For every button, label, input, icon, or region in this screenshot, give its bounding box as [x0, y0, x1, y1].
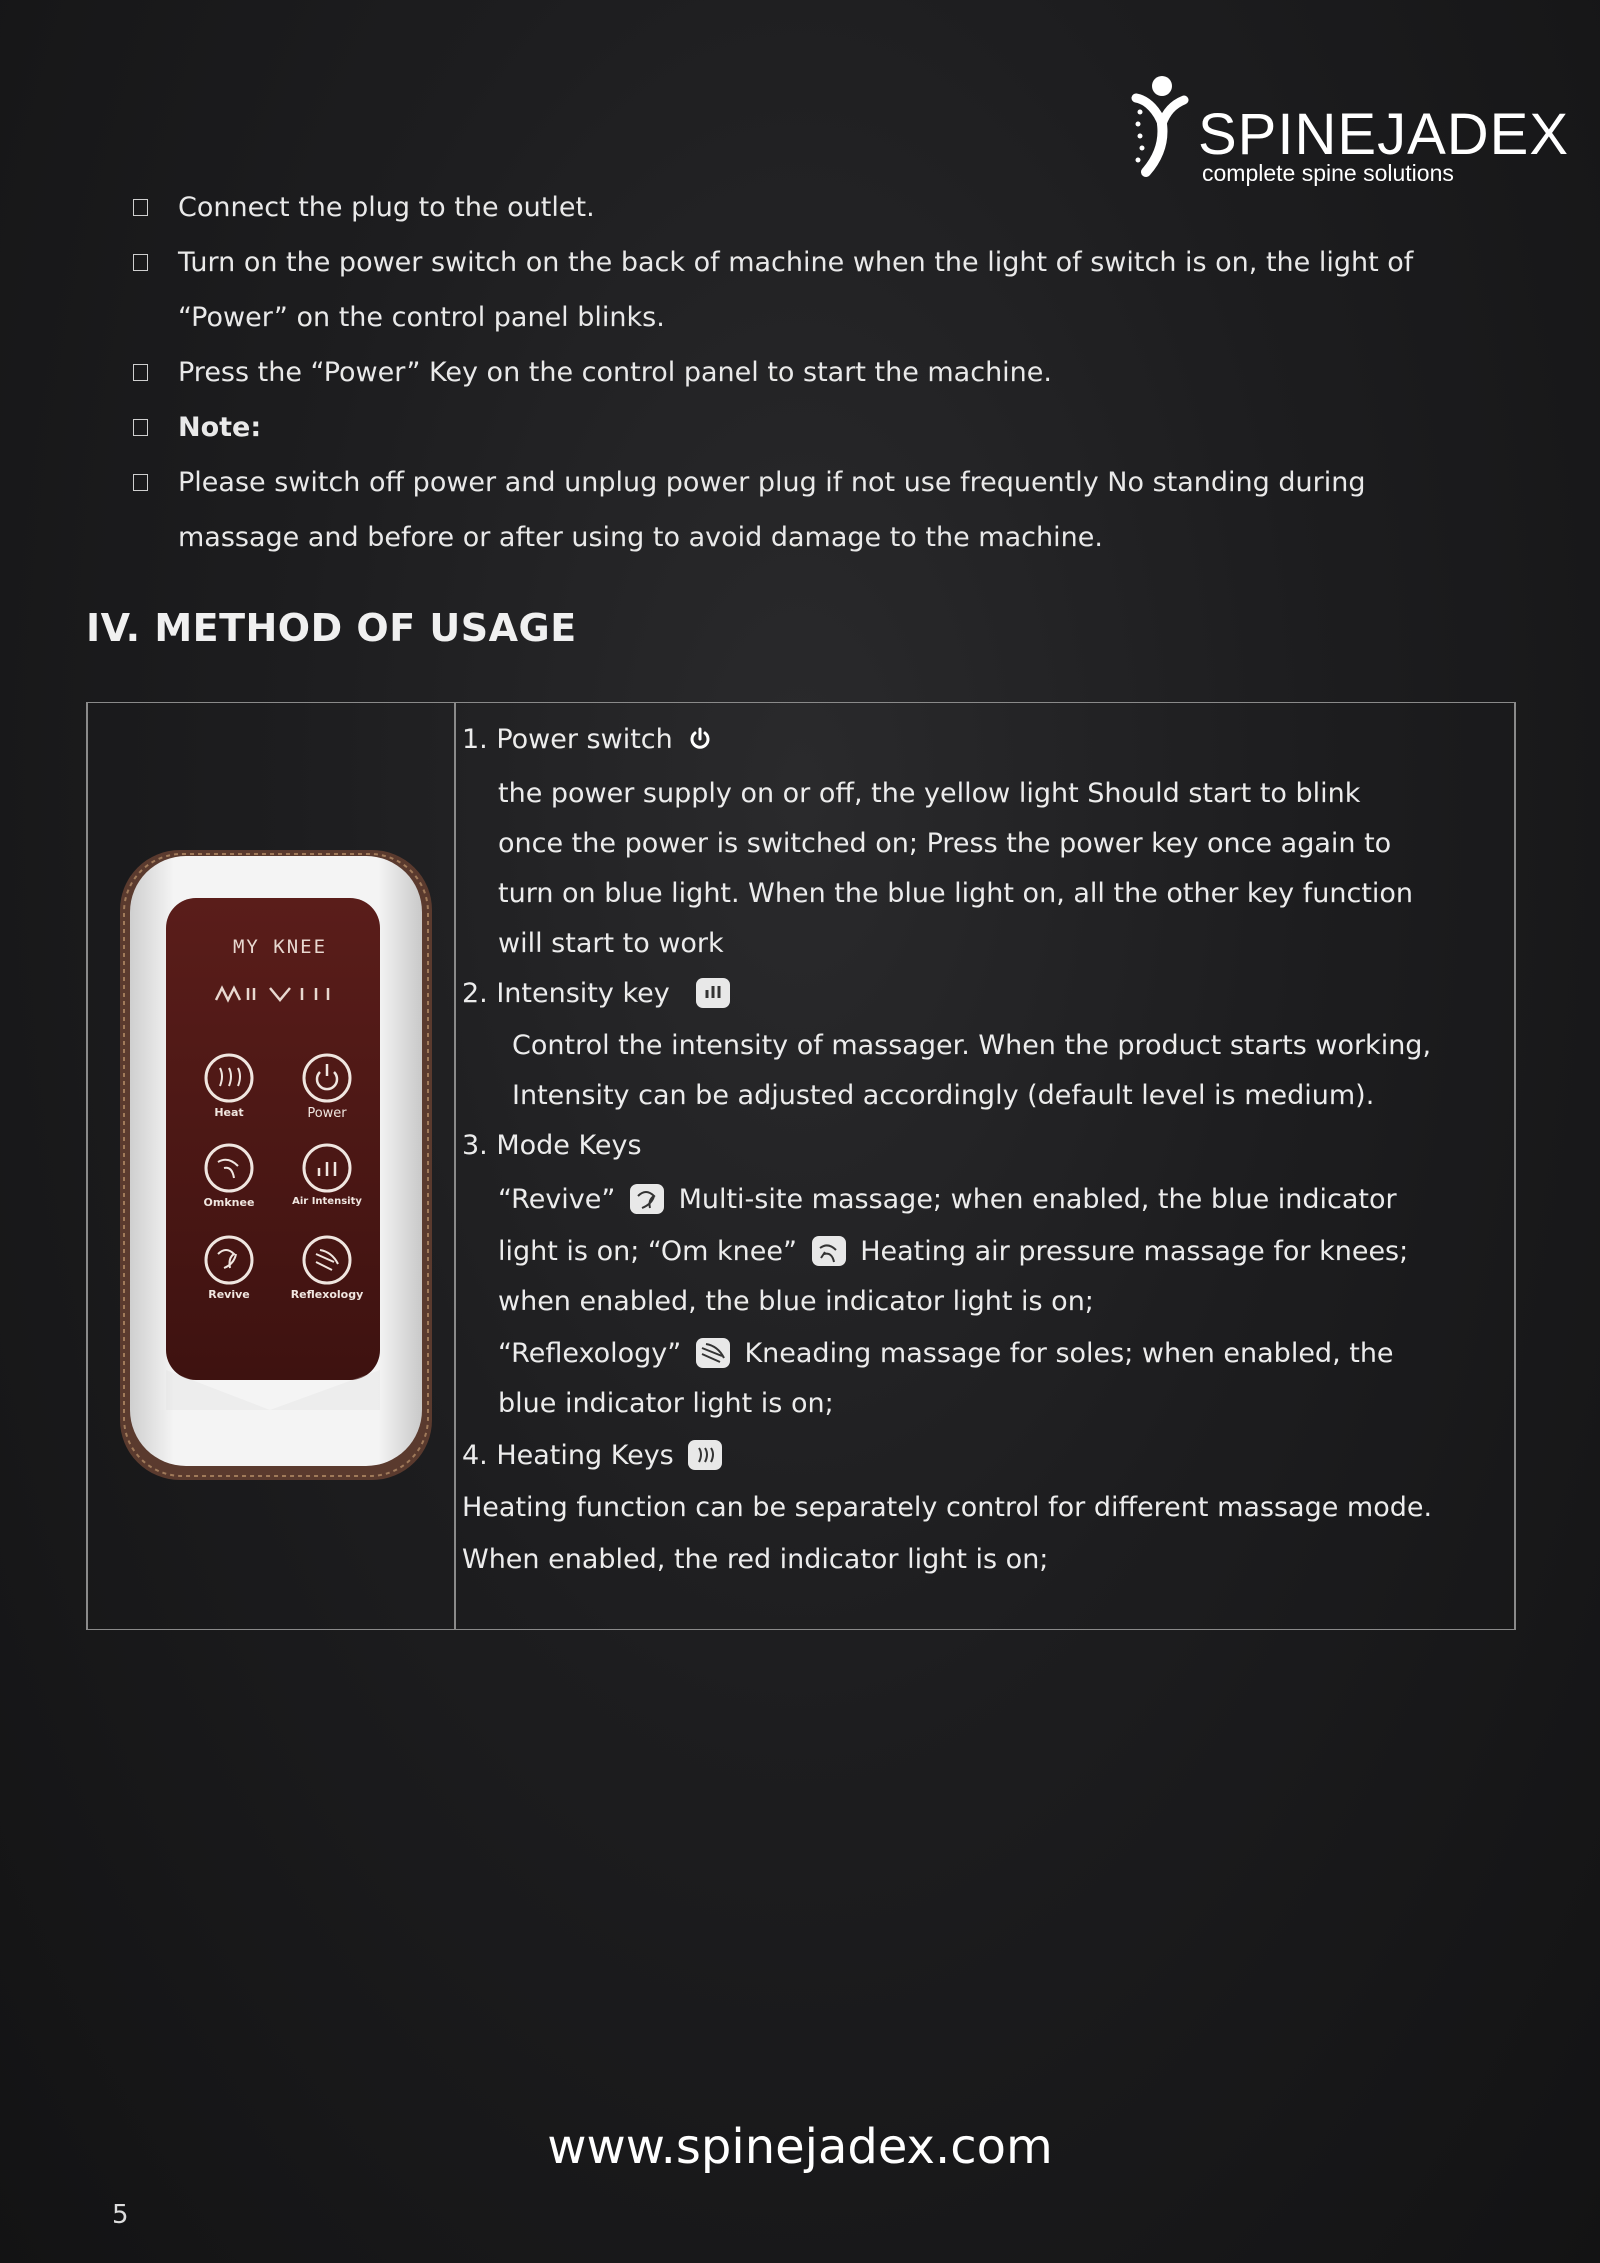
- revive-description: Multi-site massage; when enabled, the blue indicator: [678, 1184, 1397, 1215]
- remote-label-omknee: Omknee: [203, 1196, 255, 1209]
- setup-instructions: [130, 180, 1490, 565]
- brand-tagline: complete spine solutions: [1202, 160, 1454, 186]
- intensity-text-line: Control the intensity of massager. When the product starts working,: [512, 1030, 1432, 1061]
- bullet-text: massage and before or after using to avoid damage to the machine.: [178, 522, 1103, 553]
- power-text-line: once the power is switched on; Press the power key once again to: [498, 828, 1392, 859]
- bullet-box-icon: [133, 474, 148, 491]
- section-heading: IV. METHOD OF USAGE: [86, 606, 577, 650]
- omknee-label: light is on; “Om knee”: [498, 1236, 798, 1267]
- revive-label: “Revive”: [498, 1184, 616, 1215]
- bullet-box-icon: [133, 254, 148, 271]
- heat-icon: [688, 1440, 722, 1470]
- bullet-box-icon: [133, 199, 148, 216]
- power-text-line: will start to work: [498, 928, 724, 959]
- heating-keys-heading: [462, 1438, 728, 1474]
- brand-name: [1198, 102, 1570, 167]
- bullet-box-icon: [133, 419, 148, 436]
- remote-label-heat: Heat: [214, 1106, 244, 1119]
- power-icon: [687, 726, 713, 752]
- power-switch-title: 1. Power switch: [462, 724, 673, 755]
- power-text-line: turn on blue light. When the blue light on, all the other key function: [498, 878, 1414, 909]
- bullet-item: [130, 180, 1490, 235]
- table-border-right: [1514, 703, 1516, 1629]
- omknee-description: Heating air pressure massage for knees;: [860, 1236, 1409, 1267]
- note-label: Note:: [178, 412, 262, 443]
- intensity-text-line: Intensity can be adjusted accordingly (default level is medium).: [512, 1080, 1375, 1111]
- mode-keys-title: 3. Mode Keys: [462, 1130, 642, 1161]
- remote-label-revive: Revive: [208, 1288, 250, 1301]
- page-number: 5: [112, 2200, 129, 2230]
- heating-keys-title: 4. Heating Keys: [462, 1440, 674, 1471]
- reflexology-icon: [696, 1338, 730, 1368]
- remote-label-power: Power: [307, 1106, 347, 1121]
- reflexology-label: “Reflexology”: [498, 1338, 682, 1369]
- omknee-icon: [812, 1236, 846, 1266]
- power-text-line: the power supply on or off, the yellow light Should start to blink: [498, 778, 1361, 809]
- bullet-item-note: [130, 400, 1490, 455]
- remote-label-air-intensity: Air Intensity: [292, 1196, 362, 1207]
- brand-name-light: JADEX: [1377, 102, 1570, 167]
- heating-text-line: When enabled, the red indicator light is on;: [462, 1544, 1049, 1575]
- power-switch-heading: [462, 722, 713, 758]
- brand-logo: [1128, 68, 1570, 188]
- revive-icon: [630, 1184, 664, 1214]
- bullet-box-icon: [133, 364, 148, 381]
- table-column-divider: [454, 703, 456, 1629]
- bullet-item: [130, 345, 1490, 400]
- table-border-left: [86, 703, 88, 1629]
- website-url: www.spinejadex.com: [547, 2119, 1053, 2175]
- bullet-text: Turn on the power switch on the back of machine when the light of switch is on, the light of: [178, 247, 1414, 278]
- intensity-icon: [696, 978, 730, 1008]
- reflexology-description: Kneading massage for soles; when enabled, the: [744, 1338, 1394, 1369]
- intensity-key-heading: [462, 976, 736, 1012]
- spine-logo-icon: [1128, 68, 1198, 188]
- remote-label-reflexology: Reflexology: [290, 1288, 364, 1301]
- mode-text-line: when enabled, the blue indicator light is on;: [498, 1286, 1094, 1317]
- brand-name-bold: SPINE: [1198, 102, 1378, 167]
- remote-control-image: [120, 850, 440, 1484]
- bullet-text: Press the “Power” Key on the control panel to start the machine.: [178, 357, 1052, 388]
- mode-omknee-line: [498, 1234, 1408, 1270]
- bullet-text: Please switch off power and unplug power plug if not use frequently No standing during: [178, 467, 1366, 498]
- bullet-text: Connect the plug to the outlet.: [178, 192, 595, 223]
- intensity-key-title: 2. Intensity key: [462, 978, 670, 1009]
- bullet-text: “Power” on the control panel blinks.: [178, 302, 665, 333]
- mode-revive-line: [498, 1182, 1397, 1218]
- mode-reflexology-line: [498, 1336, 1394, 1372]
- mode-text-line: blue indicator light is on;: [498, 1388, 834, 1419]
- bullet-item: [130, 455, 1490, 565]
- heating-text-line: Heating function can be separately control for different massage mode.: [462, 1492, 1433, 1523]
- bullet-item: [130, 235, 1490, 345]
- remote-brand-label: MY KNEE: [232, 936, 328, 958]
